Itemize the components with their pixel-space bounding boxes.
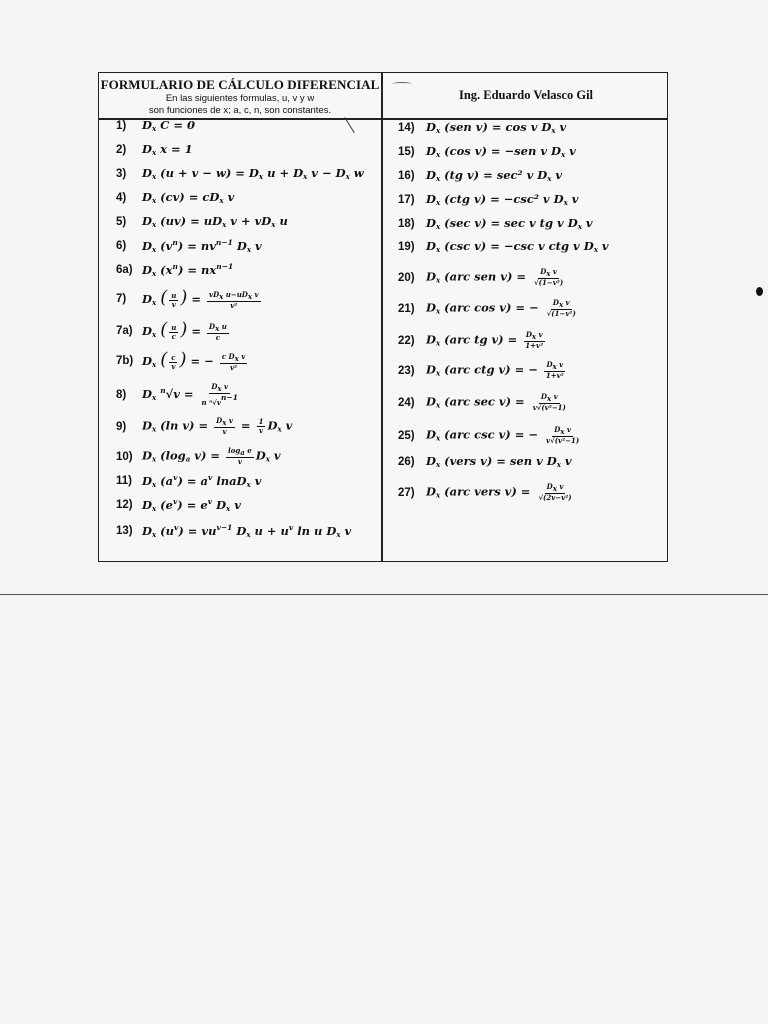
subtitle-line-2: son funciones de x; a, c, n, son constantes. [148,105,332,116]
formula-row [398,331,547,350]
formula-row [116,383,242,407]
page-fold-line [0,594,768,595]
author-name: Ing. Eduardo Velasco Gil [458,88,594,102]
formula-expression: $D_x$ (sen v) = cos v $D_x$ v [426,120,567,135]
subtitle-line-1: En las siguientes formulas, u, v y w [165,93,315,104]
formula-row [398,120,566,135]
formula-expression: $D_x$ $(uv) = uD_x$ $v + vD_x$ u [142,214,288,229]
formula-number: 22) [398,334,415,347]
formula-number: 20) [398,271,415,284]
formula-number: 16) [398,169,415,182]
pen-mark [392,82,412,86]
formula-expression: $D_x$ (tg v) = sec² v $D_x$ v [426,168,563,183]
formula-number: 9) [116,420,127,433]
formula-expression: $D_x$ (cos v) = −sen v $D_x$ v [426,144,576,159]
formula-row [398,483,576,502]
formula-expression: $D_x$ $^n$√v = $\frac{D_x v}{n ^n√v^{n-1}}$ [142,382,238,407]
formula-row [398,192,578,207]
formula-expression: $D_x$ (vers v) = sen v $D_x$ v [426,454,572,469]
formula-number: 3) [116,167,127,180]
formula-number: 14) [398,121,415,134]
formula-row [116,417,292,436]
formula-expression: $D_x$ (arc tg v) = $\frac{D_x v}{\text{1+v²}}$ [426,330,544,350]
formula-number: 8) [116,389,127,401]
formula-expression: $D_x$ (sec v) = sec v tg v $D_x$ v [426,216,593,231]
formula-row [398,144,576,159]
formula-number: 7a) [116,325,133,338]
formula-number: 13) [116,525,133,537]
formula-number: 17) [398,193,415,206]
formula-number: 24) [398,396,415,409]
formula-row [398,216,593,231]
formula-expression: $D_x$ (arc cos v) = − $\frac{D_x v}{\text{√(1−v²)}}$ [426,298,576,318]
formula-expression: $D_x$ $(e^v) = e^v$ $D_x$ v [142,497,241,513]
formula-expression: $D_x$ $(u + v - w) = D_x$ $u + D_x$ $v - D_x$ w [142,166,364,181]
formula-row [116,523,351,539]
formula-expression: $D_x$ (arc ctg v) = − $\frac{D_x v}{\text{1+v²}}$ [426,360,564,380]
formula-expression: $D_x$ (arc csc v) = − $\frac{D_x v}{\text{v√(v²−1)}}$ [426,425,580,445]
formula-row [398,239,609,254]
formula-number: 19) [398,240,415,253]
formula-expression: $D_x$ (arc sen v) = $\frac{D_x v}{\text{√(1−v²)}}$ [426,267,564,287]
formula-expression: $D_x$ (ln v) = $\frac{D_x v}{v}$ = $\frac{1}{v}$ $D_x$ v [142,416,293,436]
formula-number: 6a) [116,264,133,276]
formula-number: 10) [116,450,133,463]
formula-expression: $D_x$ $(u^v) = vu^{v-1}$ $D_x$ $u + u^v$ ln u $D_x$ v [142,523,352,539]
formula-number: 11) [116,475,132,487]
formula-expression: $D_x$ $(cv) = cD_x$ v [142,190,235,205]
formula-number: 5) [116,215,127,228]
formula-row [398,268,567,287]
formula-expression: $D_x$ ( $\frac{c}{v}$ ) = − $\frac{c D_x v}{\text{v²}}$ [142,349,246,372]
formula-number: 7b) [116,355,134,368]
formula-expression: $D_x$ (arc sec v) = $\frac{D_x v}{\text{v√(v²−1)}}$ [426,392,566,412]
formula-number: 2) [116,143,127,156]
formula-expression: $D_x$ ( $\frac{u}{c}$ ) = $\frac{D_x u}{c}$ [142,319,227,342]
formula-row [116,238,262,254]
formula-number: 4) [116,191,127,204]
formula-row [116,473,261,489]
formula-row [398,168,562,183]
formula-expression: $D_x$ C = 0 [142,118,195,133]
formula-expression: $D_x$ $(a^v) = a^v$ lnaD$_x$ v [142,473,262,489]
formula-number: 23) [398,364,415,377]
formula-row [116,447,281,466]
formula-row [398,426,583,445]
formula-row [116,190,234,205]
formula-row [398,361,568,380]
formula-row [116,497,241,513]
formula-number: 18) [398,217,415,230]
formula-number: 26) [398,455,415,468]
formula-row [116,142,193,157]
formula-row [116,351,249,372]
ink-dot [756,287,763,296]
formula-row [116,214,288,229]
formula-number: 27) [398,486,415,499]
formula-expression: $D_x$ x = 1 [142,142,193,157]
formula-row [116,289,263,310]
formula-row [116,321,231,342]
formula-number: 1) [116,119,127,132]
formula-number: 21) [398,302,415,315]
formula-expression: $D_x$ $(x^n) = nx^{n-1}$ [142,262,234,278]
formula-row [398,393,570,412]
formula-expression: $D_x$ ($\log_a$ v) = $\frac{\log_a e}{v}$ $D_x$ v [142,446,281,466]
formula-number: 6) [116,240,127,252]
formula-expression: $D_x$ (csc v) = −csc v ctg v $D_x$ v [426,239,609,254]
formula-row [398,454,572,469]
formula-expression: $D_x$ $(v^n) = nv^{n-1}$ $D_x$ v [142,238,262,254]
formula-expression: $D_x$ (arc vers v) = $\frac{D_x v}{\text{√(2v−v²)}}$ [426,482,572,502]
formula-row [116,118,195,133]
table-header-left [99,73,381,118]
document-title: FORMULARIO DE CÁLCULO DIFERENCIAL [100,77,380,92]
formula-row [116,262,233,278]
formula-expression: $D_x$ (ctg v) = −csc² v $D_x$ v [426,192,579,207]
formula-number: 25) [398,429,415,442]
formula-row [398,299,580,318]
formula-row [116,166,364,181]
formula-expression: $D_x$ ( $\frac{u}{v}$ ) = $\frac{vD_x u-uD_x v}{\text{v²}}$ [142,287,259,310]
formula-number: 15) [398,145,415,158]
formula-number: 12) [116,499,133,511]
column-divider [381,73,383,561]
formula-number: 7) [116,293,127,306]
